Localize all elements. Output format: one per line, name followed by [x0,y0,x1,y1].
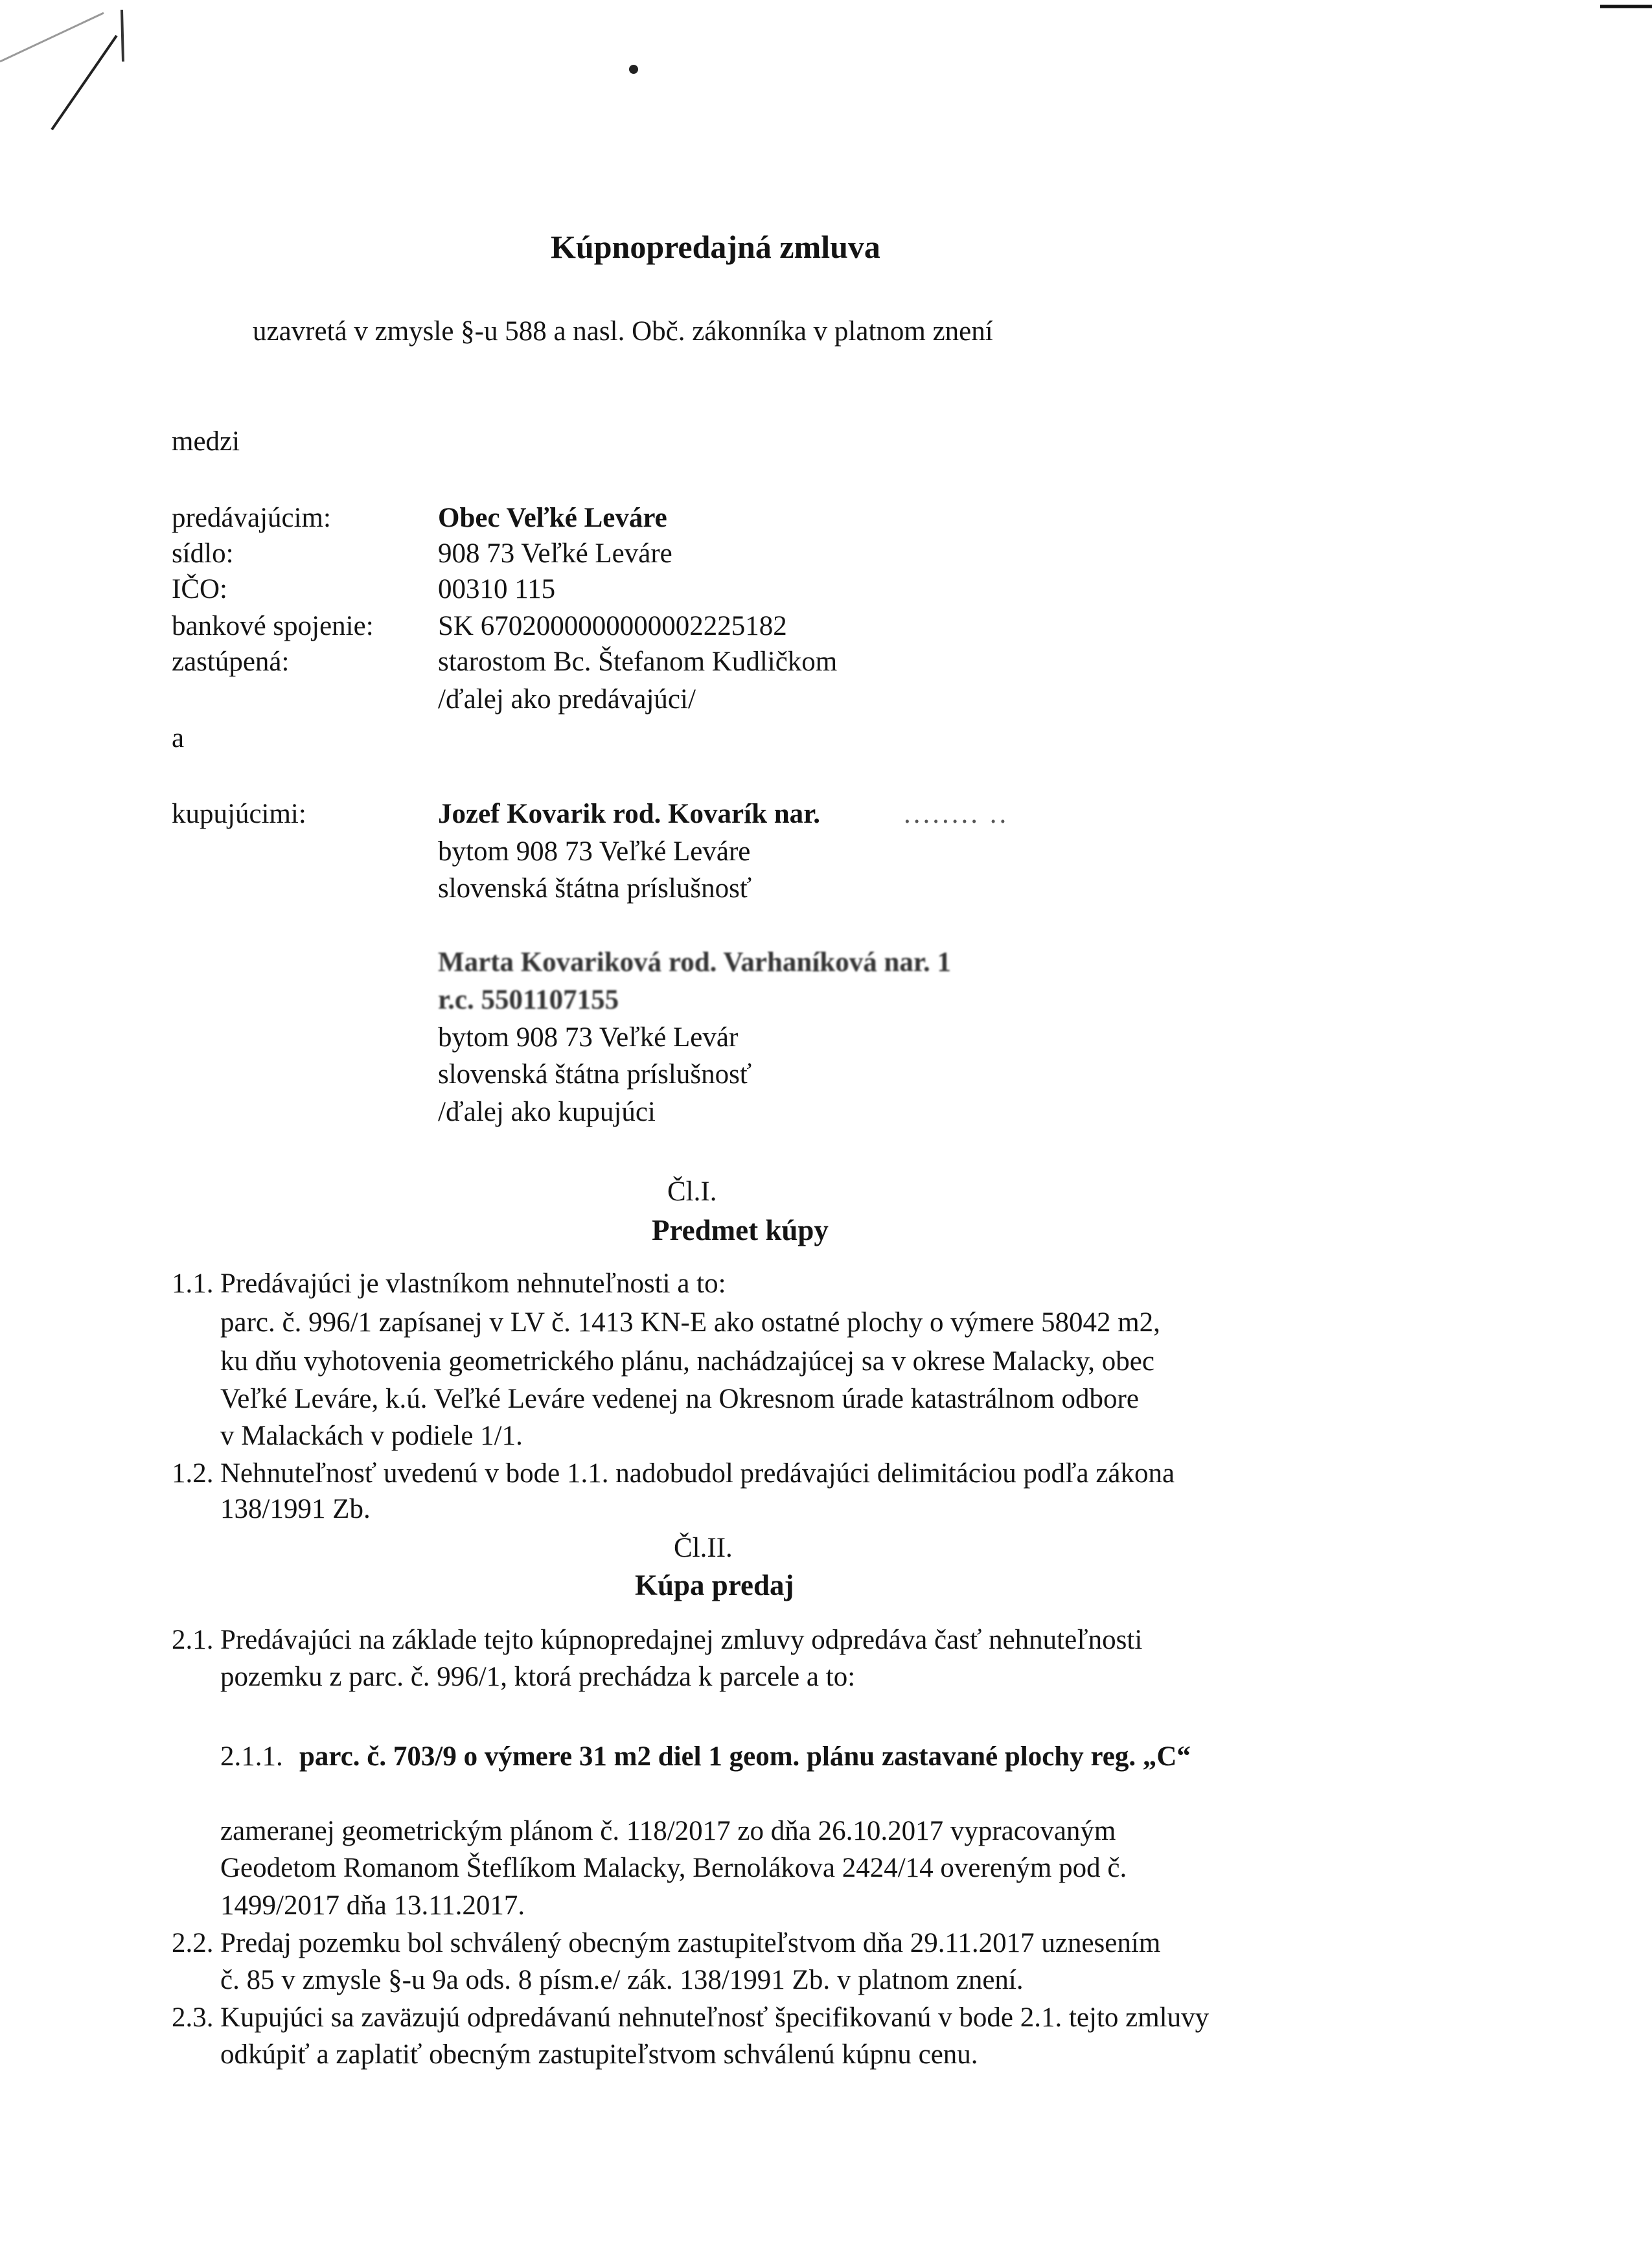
seller-bank-label: bankové spojenie: [172,611,374,641]
seller-name: Obec Veľké Leváre [438,503,667,533]
clause-2-1-line: pozemku z parc. č. 996/1, ktorá prechádza k parcele a to: [220,1662,856,1692]
buyer2-address: bytom 908 73 Veľké Levár [438,1022,739,1053]
between-label: medzi [172,426,240,457]
seller-rep: starostom Bc. Štefanom Kudličkom [438,647,838,677]
clause-2-2-line: Predaj pozemku bol schválený obecným zastupiteľstvom dňa 29.11.2017 uznesením [220,1928,1161,1958]
article1-number: Čl.I. [667,1176,717,1207]
pen-stroke-mark-2 [122,10,123,62]
seller-bank: SK 6702000000000002225182 [438,611,787,641]
buyer2-name: Marta Kovariková rod. Varhaníková nar. 1 [438,947,952,978]
clause-1-1-line: Predávajúci je vlastníkom nehnuteľnosti a to: [220,1268,726,1299]
document-title: Kúpnopredajná zmluva [551,229,880,265]
clause-2-1-1-line: Geodetom Romanom Šteflíkom Malacky, Bernolákova 2424/14 overeným pod č. [220,1853,1127,1883]
conjunction: a [172,723,185,753]
clause-2-1-line: Predávajúci na základe tejto kúpnopredajnej zmluvy odpredáva časť nehnuteľnosti [220,1625,1143,1655]
buyer1-address: bytom 908 73 Veľké Leváre [438,836,751,867]
clause-2-1-number: 2.1. [172,1625,214,1655]
clause-1-2-number: 1.2. [172,1458,214,1489]
clause-1-1-line: ku dňu vyhotovenia geometrického plánu, nachádzajúcej sa v okrese Malacky, obec [220,1346,1154,1377]
clause-1-1-line: Veľké Leváre, k.ú. Veľké Leváre vedenej na Okresnom úrade katastrálnom odbore [220,1384,1139,1414]
article1-heading: Predmet kúpy [652,1214,829,1246]
seller-ico: 00310 115 [438,574,556,604]
clause-2-3-line: Kupujúci sa zaväzujú odpredávanú nehnuteľnosť špecifikovanú v bode 2.1. tejto zmluvy [220,2002,1210,2033]
clause-2-1-1-line: zameranej geometrickým plánom č. 118/2017 zo dňa 26.10.2017 vypracovaným [220,1816,1116,1846]
seller-seat: 908 73 Veľké Leváre [438,538,672,569]
scan-corner-mark [0,13,104,62]
clause-2-3-number: 2.3. [172,2002,214,2033]
clause-2-2-line: č. 85 v zmysle §-u 9a ods. 8 písm.e/ zák. 138/1991 Zb. v platnom znení. [220,1965,1024,1995]
buyers-alias: /ďalej ako kupujúci [438,1097,656,1127]
buyer1-citizenship: slovenská štátna príslušnosť [438,873,752,904]
clause-1-1-line: v Malackách v podiele 1/1. [220,1421,523,1451]
buyer1-name: Jozef Kovarik rod. Kovarík nar. [438,799,821,829]
seller-ico-label: IČO: [172,574,227,604]
seller-seat-label: sídlo: [172,538,234,569]
seller-alias: /ďalej ako predávajúci/ [438,684,696,715]
article2-number: Čl.II. [674,1533,733,1563]
dot-mark [629,65,638,74]
clause-1-2-line: Nehnuteľnosť uvedenú v bode 1.1. nadobudol predávajúci delimitáciou podľa zákona [220,1458,1175,1489]
buyers-label: kupujúcimi: [172,799,306,829]
document-subtitle: uzavretá v zmysle §-u 588 a nasl. Obč. zákonníka v platnom znení [253,316,993,347]
clause-1-2-line: 138/1991 Zb. [220,1494,371,1524]
buyer2-rc: r.c. 5501107155 [438,985,619,1015]
clause-2-1-1-text: parc. č. 703/9 o výmere 31 m2 diel 1 geom. plánu zastavané plochy reg. „C“ [299,1741,1191,1772]
clause-2-2-number: 2.2. [172,1928,214,1958]
clause-2-1-1-line: 1499/2017 dňa 13.11.2017. [220,1890,525,1921]
seller-rep-label: zastúpená: [172,647,290,677]
seller-role-label: predávajúcim: [172,503,331,533]
clause-2-1-1-number: 2.1.1. [220,1741,283,1772]
buyer2-citizenship: slovenská štátna príslušnosť [438,1059,752,1090]
clause-1-1-number: 1.1. [172,1268,214,1299]
article2-heading: Kúpa predaj [635,1569,794,1601]
buyer1-redacted: ........ .. [904,799,1009,829]
clause-2-3-line: odkúpiť a zaplatiť obecným zastupiteľstvom schválenú kúpnu cenu. [220,2039,978,2070]
pen-stroke-mark [52,36,117,130]
clause-1-1-line: parc. č. 996/1 zapísanej v LV č. 1413 KN-E ako ostatné plochy o výmere 58042 m2, [220,1307,1160,1338]
